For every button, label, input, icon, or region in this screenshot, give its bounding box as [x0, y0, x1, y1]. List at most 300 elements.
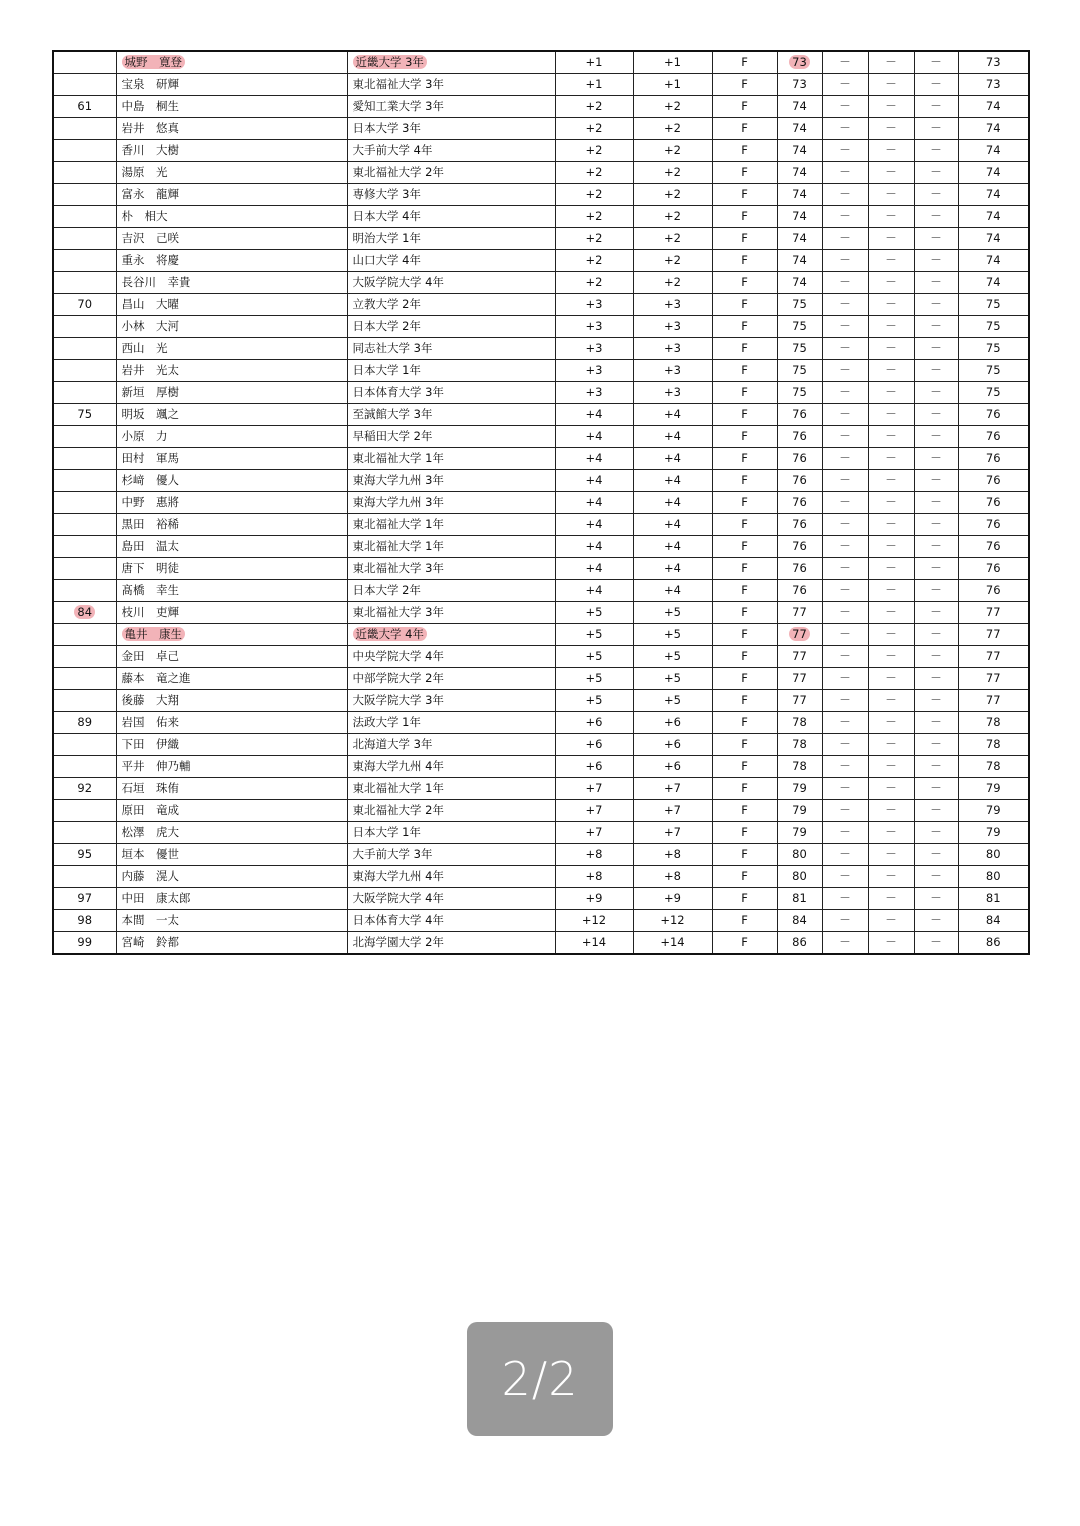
school-cell-text: 至誠館大学 3年 — [352, 407, 433, 421]
hole-cell — [712, 96, 777, 118]
school-cell — [347, 800, 555, 822]
rank-cell — [53, 712, 116, 734]
round3-score-cell-text: － — [885, 165, 897, 179]
round1-score-cell-text: 76 — [792, 451, 807, 465]
round3-score-cell — [868, 888, 914, 910]
player-name-cell-text: 枝川 吏輝 — [121, 605, 179, 619]
school-cell — [347, 756, 555, 778]
table-row — [53, 250, 1029, 272]
rank-cell — [53, 206, 116, 228]
to-par-cell-text: +5 — [585, 693, 603, 707]
round3-score-cell — [868, 690, 914, 712]
total-score-cell — [958, 492, 1029, 514]
player-name-cell — [116, 910, 347, 932]
player-name-cell — [116, 558, 347, 580]
total-score-cell — [958, 228, 1029, 250]
total-score-cell-text: 74 — [985, 165, 1001, 179]
school-cell — [347, 426, 555, 448]
hole-cell — [712, 536, 777, 558]
to-par-cell — [555, 492, 633, 514]
round4-score-cell-text: － — [930, 121, 942, 135]
round3-score-cell — [868, 536, 914, 558]
school-cell-text: 中部学院大学 2年 — [352, 671, 444, 685]
to-par-cell — [555, 404, 633, 426]
round4-score-cell-text: － — [930, 649, 942, 663]
player-name-cell — [116, 580, 347, 602]
round1-score-cell — [777, 382, 822, 404]
to-par-cell-text: +3 — [585, 385, 603, 399]
round2-score-cell-text: － — [839, 341, 851, 355]
round1-score-cell — [777, 228, 822, 250]
rank-cell — [53, 338, 116, 360]
rank-cell — [53, 734, 116, 756]
round3-score-cell — [868, 118, 914, 140]
school-cell — [347, 140, 555, 162]
player-name-cell-text: 本間 一太 — [121, 913, 179, 927]
table-row — [53, 338, 1029, 360]
hole-cell-text: F — [741, 143, 748, 157]
hole-cell — [712, 668, 777, 690]
round1-score-cell — [777, 426, 822, 448]
round4-score-cell-text: － — [930, 385, 942, 399]
round3-score-cell-text: － — [885, 473, 897, 487]
to-par-cell — [555, 536, 633, 558]
round3-score-cell — [868, 404, 914, 426]
round3-score-cell-text: － — [885, 297, 897, 311]
school-cell — [347, 712, 555, 734]
round1-score-cell — [777, 448, 822, 470]
hole-cell — [712, 206, 777, 228]
round3-score-cell-text: － — [885, 231, 897, 245]
hole-cell — [712, 74, 777, 96]
total-score-cell — [958, 866, 1029, 888]
rank-cell — [53, 822, 116, 844]
round2-score-cell-text: － — [839, 671, 851, 685]
player-name-cell — [116, 184, 347, 206]
round3-score-cell-text: － — [885, 187, 897, 201]
round2-score-cell-text: － — [839, 407, 851, 421]
table-row — [53, 294, 1029, 316]
hole-cell — [712, 646, 777, 668]
round2-score-cell — [822, 426, 868, 448]
total-score-cell-text: 74 — [985, 121, 1001, 135]
round4-score-cell — [914, 382, 958, 404]
round2-score-cell — [822, 668, 868, 690]
round3-score-cell — [868, 910, 914, 932]
total-score-cell — [958, 96, 1029, 118]
round3-score-cell-text: － — [885, 539, 897, 553]
to-par-cell — [555, 668, 633, 690]
player-name-cell-text: 田村 軍馬 — [121, 451, 179, 465]
round1-score-cell — [777, 470, 822, 492]
to-par-cell-text: +7 — [585, 803, 603, 817]
total-to-par-cell — [633, 624, 712, 646]
total-to-par-cell — [633, 74, 712, 96]
to-par-cell — [555, 184, 633, 206]
round4-score-cell-text: － — [930, 473, 942, 487]
to-par-cell — [555, 448, 633, 470]
round3-score-cell-text: － — [885, 253, 897, 267]
player-name-cell-text: 杉﨑 優人 — [121, 473, 179, 487]
round3-score-cell — [868, 624, 914, 646]
school-cell — [347, 624, 555, 646]
total-score-cell — [958, 822, 1029, 844]
rank-cell — [53, 51, 116, 74]
round1-score-cell — [777, 51, 822, 74]
school-cell — [347, 844, 555, 866]
round3-score-cell-text: － — [885, 77, 897, 91]
hole-cell — [712, 602, 777, 624]
results-table — [52, 50, 1030, 955]
to-par-cell — [555, 118, 633, 140]
round2-score-cell — [822, 822, 868, 844]
rank-cell-text: 95 — [77, 847, 93, 861]
total-score-cell-text: 74 — [985, 143, 1001, 157]
hole-cell — [712, 250, 777, 272]
round1-score-cell — [777, 778, 822, 800]
to-par-cell — [555, 250, 633, 272]
round3-score-cell — [868, 844, 914, 866]
total-to-par-cell-text: +14 — [660, 935, 685, 949]
round3-score-cell — [868, 272, 914, 294]
round4-score-cell — [914, 74, 958, 96]
to-par-cell-text: +4 — [585, 517, 603, 531]
school-cell — [347, 294, 555, 316]
round4-score-cell-text: － — [930, 561, 942, 575]
total-to-par-cell-text: +7 — [664, 803, 681, 817]
to-par-cell — [555, 910, 633, 932]
rank-cell — [53, 96, 116, 118]
round3-score-cell — [868, 602, 914, 624]
hole-cell-text: F — [741, 561, 748, 575]
round4-score-cell — [914, 426, 958, 448]
total-score-cell — [958, 888, 1029, 910]
to-par-cell-text: +2 — [585, 121, 603, 135]
total-score-cell — [958, 646, 1029, 668]
player-name-cell — [116, 250, 347, 272]
total-to-par-cell — [633, 800, 712, 822]
player-name-cell — [116, 624, 347, 646]
round2-score-cell — [822, 250, 868, 272]
total-score-cell — [958, 800, 1029, 822]
school-cell — [347, 822, 555, 844]
player-name-cell — [116, 866, 347, 888]
rank-cell — [53, 778, 116, 800]
player-name-cell — [116, 690, 347, 712]
hole-cell-text: F — [741, 341, 748, 355]
to-par-cell-text: +6 — [585, 737, 603, 751]
round3-score-cell-text: － — [885, 209, 897, 223]
round1-score-cell-text: 86 — [792, 935, 807, 949]
to-par-cell — [555, 734, 633, 756]
table-row — [53, 382, 1029, 404]
round3-score-cell-text: － — [885, 429, 897, 443]
round4-score-cell — [914, 734, 958, 756]
to-par-cell — [555, 470, 633, 492]
total-score-cell — [958, 74, 1029, 96]
total-score-cell-text: 75 — [985, 363, 1001, 377]
round2-score-cell — [822, 382, 868, 404]
round2-score-cell-text: － — [839, 803, 851, 817]
round3-score-cell-text: － — [885, 759, 897, 773]
total-score-cell-text: 76 — [985, 407, 1001, 421]
rank-cell — [53, 404, 116, 426]
total-to-par-cell — [633, 162, 712, 184]
school-cell-text: 東北福祉大学 3年 — [352, 77, 444, 91]
rank-cell — [53, 272, 116, 294]
total-score-cell-text: 76 — [985, 561, 1001, 575]
school-cell — [347, 338, 555, 360]
total-to-par-cell-text: +2 — [664, 209, 681, 223]
round2-score-cell — [822, 140, 868, 162]
rank-cell-text: 89 — [77, 715, 93, 729]
school-cell — [347, 382, 555, 404]
rank-cell — [53, 184, 116, 206]
hole-cell-text: F — [741, 319, 748, 333]
round4-score-cell — [914, 910, 958, 932]
table-row — [53, 426, 1029, 448]
round4-score-cell — [914, 206, 958, 228]
player-name-cell — [116, 822, 347, 844]
round4-score-cell — [914, 756, 958, 778]
hole-cell — [712, 272, 777, 294]
to-par-cell-text: +2 — [585, 231, 603, 245]
total-to-par-cell-text: +1 — [664, 77, 681, 91]
player-name-cell-text: 亀井 康生 — [122, 627, 186, 641]
round4-score-cell-text: － — [930, 539, 942, 553]
round3-score-cell-text: － — [885, 737, 897, 751]
total-score-cell-text: 81 — [985, 891, 1001, 905]
round2-score-cell — [822, 294, 868, 316]
total-to-par-cell — [633, 558, 712, 580]
table-row — [53, 624, 1029, 646]
total-score-cell-text: 74 — [985, 253, 1001, 267]
hole-cell — [712, 932, 777, 955]
rank-cell — [53, 382, 116, 404]
player-name-cell — [116, 734, 347, 756]
round4-score-cell-text: － — [930, 847, 942, 861]
hole-cell-text: F — [741, 869, 748, 883]
school-cell-text: 愛知工業大学 3年 — [352, 99, 444, 113]
round1-score-cell-text: 74 — [792, 187, 807, 201]
hole-cell — [712, 426, 777, 448]
hole-cell-text: F — [741, 253, 748, 267]
round2-score-cell-text: － — [839, 143, 851, 157]
total-score-cell-text: 76 — [985, 583, 1001, 597]
total-score-cell — [958, 558, 1029, 580]
round4-score-cell-text: － — [930, 429, 942, 443]
rank-cell — [53, 866, 116, 888]
player-name-cell-text: 城野 寛登 — [122, 55, 186, 69]
total-to-par-cell — [633, 844, 712, 866]
round4-score-cell-text: － — [930, 495, 942, 509]
total-to-par-cell-text: +2 — [664, 121, 681, 135]
round1-score-cell — [777, 844, 822, 866]
round2-score-cell-text: － — [839, 561, 851, 575]
round3-score-cell-text: － — [885, 935, 897, 949]
round4-score-cell-text: － — [930, 891, 942, 905]
total-to-par-cell — [633, 822, 712, 844]
player-name-cell — [116, 382, 347, 404]
round3-score-cell-text: － — [885, 55, 897, 69]
round4-score-cell — [914, 800, 958, 822]
hole-cell — [712, 404, 777, 426]
total-score-cell — [958, 844, 1029, 866]
school-cell — [347, 580, 555, 602]
total-score-cell — [958, 668, 1029, 690]
total-to-par-cell-text: +3 — [664, 385, 681, 399]
round4-score-cell — [914, 140, 958, 162]
school-cell — [347, 404, 555, 426]
round4-score-cell-text: － — [930, 77, 942, 91]
round1-score-cell — [777, 822, 822, 844]
total-score-cell-text: 78 — [985, 737, 1001, 751]
table-row — [53, 514, 1029, 536]
total-score-cell — [958, 932, 1029, 955]
rank-cell — [53, 426, 116, 448]
round1-score-cell-text: 76 — [792, 495, 807, 509]
round1-score-cell-text: 84 — [792, 913, 807, 927]
round3-score-cell-text: － — [885, 561, 897, 575]
round3-score-cell-text: － — [885, 517, 897, 531]
round1-score-cell-text: 74 — [792, 209, 807, 223]
table-row — [53, 470, 1029, 492]
total-to-par-cell — [633, 646, 712, 668]
round2-score-cell — [822, 316, 868, 338]
round1-score-cell — [777, 140, 822, 162]
round3-score-cell-text: － — [885, 385, 897, 399]
round3-score-cell — [868, 360, 914, 382]
total-score-cell-text: 76 — [985, 517, 1001, 531]
round4-score-cell — [914, 668, 958, 690]
total-score-cell-text: 74 — [985, 187, 1001, 201]
table-row — [53, 778, 1029, 800]
rank-cell — [53, 690, 116, 712]
hole-cell — [712, 734, 777, 756]
round3-score-cell-text: － — [885, 781, 897, 795]
total-to-par-cell-text: +4 — [664, 407, 681, 421]
total-to-par-cell — [633, 712, 712, 734]
round2-score-cell-text: － — [839, 231, 851, 245]
hole-cell — [712, 118, 777, 140]
total-to-par-cell-text: +5 — [664, 627, 681, 641]
table-row — [53, 888, 1029, 910]
total-score-cell-text: 77 — [985, 693, 1001, 707]
total-score-cell-text: 80 — [985, 869, 1001, 883]
hole-cell-text: F — [741, 429, 748, 443]
round1-score-cell-text: 76 — [792, 407, 807, 421]
round1-score-cell-text: 74 — [792, 99, 807, 113]
total-score-cell — [958, 712, 1029, 734]
school-cell-text: 東北福祉大学 2年 — [352, 165, 444, 179]
to-par-cell-text: +9 — [585, 891, 603, 905]
rank-cell — [53, 294, 116, 316]
round1-score-cell-text: 75 — [792, 363, 807, 377]
table-row — [53, 74, 1029, 96]
round4-score-cell-text: － — [930, 209, 942, 223]
rank-cell — [53, 932, 116, 955]
rank-cell — [53, 360, 116, 382]
round4-score-cell-text: － — [930, 803, 942, 817]
total-score-cell — [958, 51, 1029, 74]
school-cell — [347, 866, 555, 888]
player-name-cell-text: 松澤 虎大 — [121, 825, 179, 839]
round2-score-cell — [822, 228, 868, 250]
table-row — [53, 712, 1029, 734]
round3-score-cell — [868, 426, 914, 448]
round3-score-cell — [868, 140, 914, 162]
round2-score-cell — [822, 624, 868, 646]
total-score-cell — [958, 536, 1029, 558]
round2-score-cell-text: － — [839, 297, 851, 311]
to-par-cell-text: +6 — [585, 759, 603, 773]
total-to-par-cell-text: +5 — [664, 671, 681, 685]
to-par-cell-text: +4 — [585, 539, 603, 553]
round4-score-cell-text: － — [930, 781, 942, 795]
round3-score-cell — [868, 338, 914, 360]
total-to-par-cell — [633, 250, 712, 272]
round3-score-cell — [868, 646, 914, 668]
round4-score-cell-text: － — [930, 605, 942, 619]
player-name-cell-text: 中田 康太郎 — [121, 891, 191, 905]
hole-cell-text: F — [741, 715, 748, 729]
round3-score-cell — [868, 778, 914, 800]
total-score-cell-text: 77 — [985, 605, 1001, 619]
round4-score-cell-text: － — [930, 869, 942, 883]
school-cell-text: 日本大学 3年 — [352, 121, 421, 135]
player-name-cell — [116, 844, 347, 866]
rank-cell-text: 61 — [77, 99, 93, 113]
school-cell-text: 日本大学 2年 — [352, 583, 421, 597]
round1-score-cell — [777, 514, 822, 536]
total-score-cell-text: 80 — [985, 847, 1001, 861]
round1-score-cell-text: 73 — [789, 55, 810, 69]
total-score-cell — [958, 360, 1029, 382]
round1-score-cell-text: 76 — [792, 473, 807, 487]
table-row — [53, 448, 1029, 470]
school-cell — [347, 96, 555, 118]
total-score-cell — [958, 382, 1029, 404]
round4-score-cell-text: － — [930, 55, 942, 69]
total-to-par-cell-text: +4 — [664, 561, 681, 575]
school-cell — [347, 250, 555, 272]
player-name-cell-text: 平井 伸乃輔 — [121, 759, 191, 773]
round2-score-cell-text: － — [839, 869, 851, 883]
round3-score-cell — [868, 712, 914, 734]
round1-score-cell — [777, 800, 822, 822]
rank-cell-text: 92 — [77, 781, 93, 795]
school-cell — [347, 316, 555, 338]
total-score-cell-text: 75 — [985, 341, 1001, 355]
school-cell-text: 専修大学 3年 — [352, 187, 421, 201]
total-score-cell — [958, 910, 1029, 932]
total-score-cell-text: 75 — [985, 297, 1001, 311]
to-par-cell — [555, 294, 633, 316]
player-name-cell-text: 湯原 光 — [121, 165, 168, 179]
total-score-cell-text: 77 — [985, 627, 1001, 641]
round2-score-cell-text: － — [839, 99, 851, 113]
round3-score-cell — [868, 800, 914, 822]
round4-score-cell-text: － — [930, 319, 942, 333]
to-par-cell-text: +5 — [585, 627, 603, 641]
total-score-cell-text: 74 — [985, 209, 1001, 223]
player-name-cell-text: 重永 将慶 — [121, 253, 179, 267]
round2-score-cell — [822, 712, 868, 734]
rank-cell — [53, 624, 116, 646]
round4-score-cell — [914, 932, 958, 955]
hole-cell-text: F — [741, 913, 748, 927]
school-cell — [347, 448, 555, 470]
